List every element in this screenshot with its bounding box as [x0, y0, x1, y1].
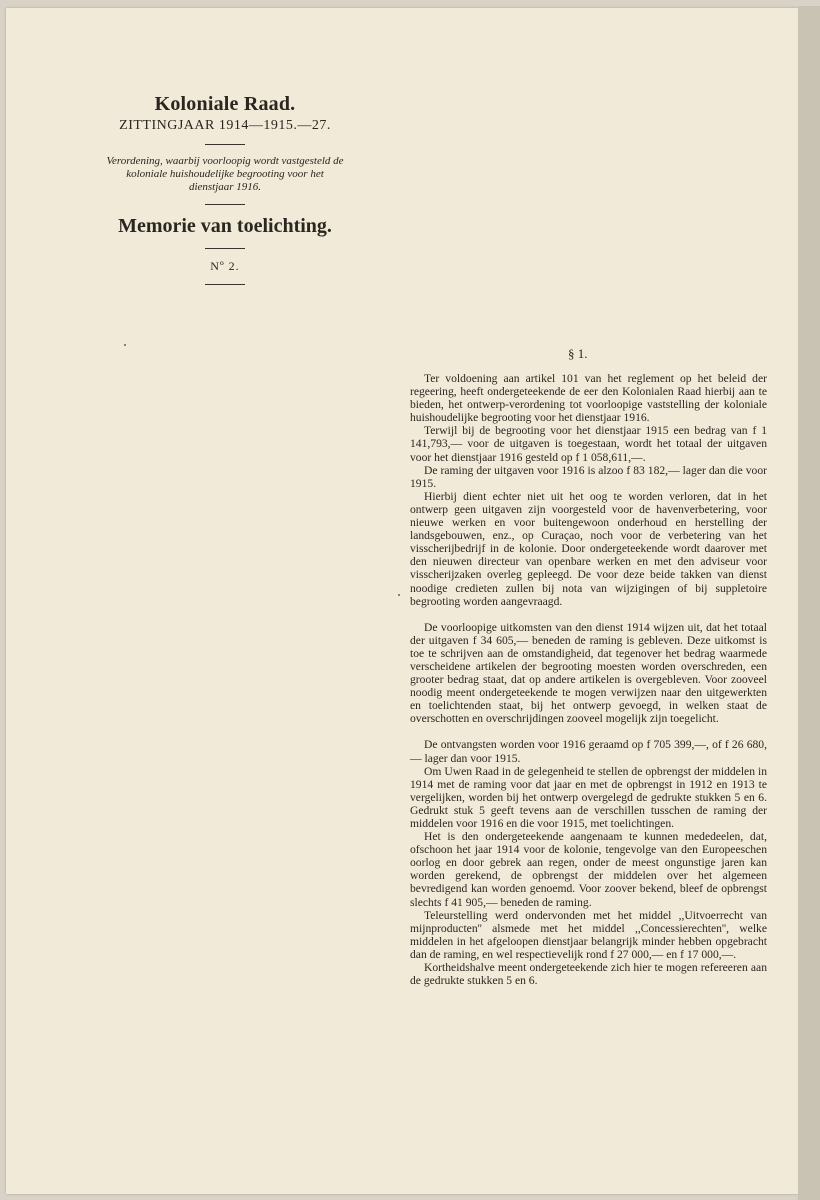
document-header [90, 93, 360, 295]
memorie-heading: Memorie van toelichting. [118, 215, 332, 237]
divider [205, 144, 245, 145]
paragraph: Om Uwen Raad in de gelegenheid te stellen de opbrengst der middelen in 1914 met de raming voor dat jaar en met de opbrengst in 1912 en 1913 te vergelijken, worden bij het ontwerp overgelegd de gedrukte stukken 5 en 6. Gedrukt stuk 5 geeft tevens aan de verschillen tusschen de raming der middelen voor 1916 en die voor 1915, met toelichtingen. [410, 764, 767, 830]
session-year: ZITTINGJAAR 1914—1915.—27. [119, 118, 331, 133]
ordinance-subtitle: Verordening, waarbij voorloopig wordt vastgesteld de koloniale huishoudelijke begrooting voor het dienstjaar 1916. [106, 155, 344, 193]
paragraph: Terwijl bij de begrooting voor het dienstjaar 1915 een bedrag van f 1 141,793,— voor de uitgaven is toegestaan, wordt het totaal der uitgaven voor het dienstjaar 1916 gesteld op f 1 058,611,—. [410, 424, 767, 464]
paragraph: Het is den ondergeteekende aangenaam te kunnen mededeelen, dat, ofschoon het jaar 1914 voor de kolonie, tengevolge van den Europeeschen oorlog en door gebrek aan regen, onder de meest ongunstige jaren kan worden gerekend, de opbrengst der middelen over het algemeen bevredigend kan worden genoemd. Voor zoover bekend, bleef de opbrengst slechts f 41 905,— beneden de raming. [410, 830, 767, 909]
paragraph: De voorloopige uitkomsten van den dienst 1914 wijzen uit, dat het totaal der uitgaven f 34 605,— beneden de raming is gebleven. Deze uitkomst is toe te schrijven aan de omstandigheid, dat tegenover het bedrag waarmede verscheidene artikelen der begrooting moesten worden overschreden, een grooter bedrag staat, dat op andere artikelen is overgebleven. Voor zooveel noodig meent ondergeteekende te mogen verwijzen naar den uitgewerkten en toelichtenden staat, bij het ontwerp gevoegd, in welken staat de overschotten en overschrijdingen zooveel mogelijk zijn toegelicht. [410, 620, 767, 726]
council-title: Koloniale Raad. [154, 93, 296, 115]
document-number: Nº 2. [210, 259, 240, 273]
divider [205, 248, 245, 249]
paragraph: Kortheidshalve meent ondergeteekende zich hier te mogen refereeren aan de gedrukte stukken 5 en 6. [410, 961, 767, 988]
section-mark: § 1. [568, 346, 588, 361]
paragraph: De ontvangsten worden voor 1916 geraamd op f 705 399,—, of f 26 680,— lager dan voor 1915. [410, 738, 767, 765]
paper-speck [398, 594, 400, 596]
body-text [410, 372, 767, 987]
paragraph: Teleurstelling werd ondervonden met het middel ,,Uitvoerrecht van mijnproducten'' alsmede met het middel ,,Concessierechten'', welke middelen in het afgeloopen dienstjaar belangrijk minder hebben opgebracht dan de raming, en wel respectievelijk rond f 27 000,— en f 17 000,—. [410, 908, 767, 961]
divider [205, 284, 245, 285]
paragraph: De raming der uitgaven voor 1916 is alzoo f 83 182,— lager dan die voor 1915. [410, 463, 767, 490]
page-edge [798, 6, 820, 1200]
paragraph: Ter voldoening aan artikel 101 van het reglement op het beleid der regeering, heeft ondergeteekende de eer den Kolonialen Raad hierbij aan te bieden, het ontwerp-verordening tot voorloopige vaststelling der koloniale huishoudelijke begrooting voor het dienstjaar 1916. [410, 372, 767, 425]
paper-speck [124, 344, 126, 346]
divider [205, 204, 245, 205]
paragraph: Hierbij dient echter niet uit het oog te worden verloren, dat in het ontwerp geen uitgaven zijn voorgesteld voor de havenverbetering, voor nieuwe werken en voor buitengewoon onderhoud en herstelling der landsgebouwen, enz., op Curaçao, noch voor de verbetering van het visscherijbedrijf in de kolonie. Door ondergeteekende wordt daarover met den nieuwen directeur van openbare werken en met den adviseur voor visscherijzaken overleg gepleegd. De voor deze beide takken van dienst noodige credieten zullen bij nota van wijzigingen of bij suppletoire begrooting worden aangevraagd. [410, 489, 767, 608]
